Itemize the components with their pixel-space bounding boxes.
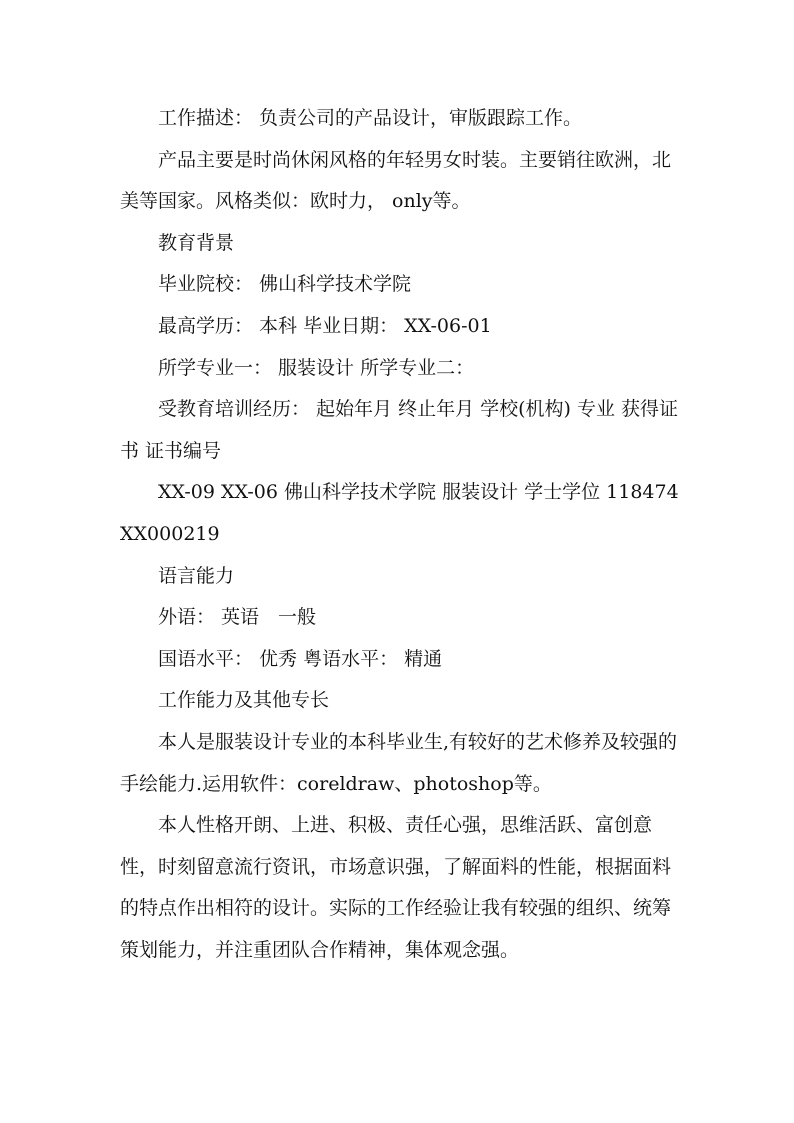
skills-heading: 工作能力及其他专长 [158, 689, 330, 712]
degree-line: 最高学历： 本科 毕业日期： XX-06-01 [158, 314, 492, 337]
language-heading: 语言能力 [158, 564, 235, 587]
job-description-paragraph: 工作描述： 负责公司的产品设计，审版跟踪工作。 [158, 107, 583, 129]
training-header-line: 受教育培训经历： 起始年月 终止年月 学校(机构) 专业 获得证书 证书编号 [120, 398, 679, 462]
foreign-language-line: 外语： 英语 一般 [158, 606, 317, 629]
skills-paragraph-1: 本人是服装设计专业的本科毕业生,有较好的艺术修养及较强的手绘能力.运用软件：coreldraw、photoshop等。 [120, 730, 678, 795]
product-description-paragraph: 产品主要是时尚休闲风格的年轻男女时装。主要销往欧洲，北美等国家。风格类似：欧时力， only等。 [120, 148, 672, 213]
mandarin-cantonese-line: 国语水平： 优秀 粤语水平： 精通 [158, 647, 443, 670]
skills-paragraph-2: 本人性格开朗、上进、积极、责任心强，思维活跃、富创意性，时刻留意流行资讯，市场意识强，了解面料的性能，根据面料的特点作出相符的设计。实际的工作经验让我有较强的组织、统筹策划能力，并注重团队合作精神，集体观念强。 [120, 814, 672, 961]
document-body [120, 98, 680, 971]
education-heading: 教育背景 [158, 231, 235, 254]
majors-line: 所学专业一： 服装设计 所学专业二： [158, 356, 475, 379]
school-line: 毕业院校： 佛山科学技术学院 [158, 273, 412, 296]
training-record-line: XX-09 XX-06 佛山科学技术学院 服装设计 学士学位 118474XX000219 [120, 481, 679, 545]
